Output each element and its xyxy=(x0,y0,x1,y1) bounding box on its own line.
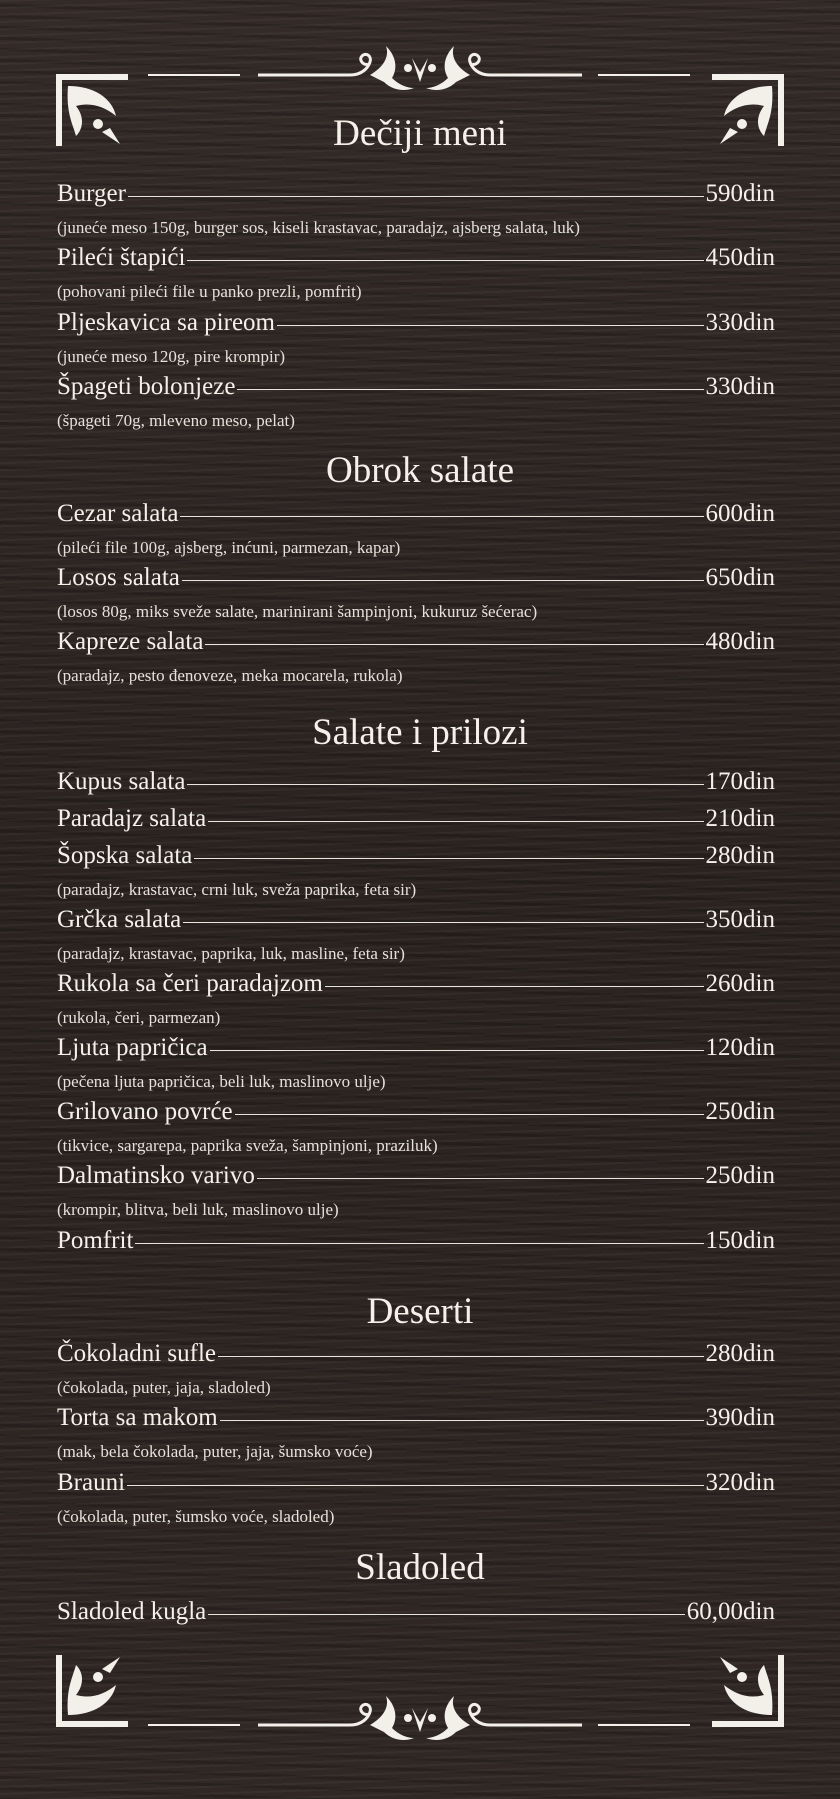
item-description: (juneće meso 120g, pire krompir) xyxy=(57,347,286,366)
item-description: (rukola, čeri, parmezan) xyxy=(57,1008,221,1027)
item-description: (mak, bela čokolada, puter, jaja, šumsko voće) xyxy=(57,1442,373,1461)
dotted-leader xyxy=(220,1420,704,1421)
item-description: (pohovani pileći file u panko prezli, pomfrit) xyxy=(57,282,362,301)
item-price: 170din xyxy=(705,768,775,795)
item-description: (tikvice, sargarepa, paprika sveža, šampinjoni, praziluk) xyxy=(57,1136,438,1155)
item-name: Čokoladni sufle xyxy=(57,1340,217,1367)
item-description: (špageti 70g, mleveno meso, pelat) xyxy=(57,411,295,430)
item-name: Brauni xyxy=(57,1469,126,1496)
section-title: Dečiji meni xyxy=(333,113,507,154)
corner-flourish-icon xyxy=(54,1653,130,1729)
item-price: 120din xyxy=(705,1034,775,1061)
menu-item xyxy=(57,1162,775,1190)
item-name: Ljuta papričica xyxy=(57,1034,208,1061)
dotted-leader xyxy=(237,389,703,390)
item-name: Grilovano povrće xyxy=(57,1098,233,1125)
menu-item xyxy=(57,564,775,592)
menu-item xyxy=(57,1098,775,1126)
item-description: (pileći file 100g, ajsberg, inćuni, parmezan, kapar) xyxy=(57,538,401,557)
dotted-leader xyxy=(325,986,704,987)
item-price: 600din xyxy=(705,500,775,527)
item-name: Burger xyxy=(57,180,126,207)
item-price: 320din xyxy=(705,1469,775,1496)
item-description: (čokolada, puter, jaja, sladoled) xyxy=(57,1378,271,1397)
item-price: 330din xyxy=(705,309,775,336)
menu-item xyxy=(57,500,775,528)
item-name: Losos salata xyxy=(57,564,180,591)
menu-item xyxy=(57,1034,775,1062)
item-name: Paradajz salata xyxy=(57,805,207,832)
item-description: (paradajz, krastavac, crni luk, sveža paprika, feta sir) xyxy=(57,880,417,899)
dotted-leader xyxy=(210,1050,704,1051)
dotted-leader xyxy=(187,784,703,785)
item-description: (čokolada, puter, šumsko voće, sladoled) xyxy=(57,1507,335,1526)
item-price: 390din xyxy=(705,1404,775,1431)
dotted-leader xyxy=(187,260,703,261)
section-title: Sladoled xyxy=(355,1547,485,1588)
item-price: 450din xyxy=(705,244,775,271)
item-name: Pomfrit xyxy=(57,1227,134,1254)
menu-item xyxy=(57,970,775,998)
menu-item xyxy=(57,1340,775,1368)
item-price: 210din xyxy=(705,805,775,832)
corner-flourish-icon xyxy=(710,1653,786,1729)
item-name: Pljeskavica sa pireom xyxy=(57,309,275,336)
menu-item xyxy=(57,842,775,870)
dotted-leader xyxy=(208,821,703,822)
item-name: Kapreze salata xyxy=(57,628,204,655)
item-name: Špageti bolonjeze xyxy=(57,373,236,400)
dotted-leader xyxy=(277,325,704,326)
item-name: Pileći štapići xyxy=(57,244,186,271)
menu-item xyxy=(57,309,775,337)
menu-item xyxy=(57,180,775,208)
item-description: (pečena ljuta papričica, beli luk, maslinovo ulje) xyxy=(57,1072,386,1091)
dotted-leader xyxy=(127,1485,704,1486)
menu-item xyxy=(57,1404,775,1432)
dotted-leader xyxy=(135,1243,703,1244)
menu-item xyxy=(57,1227,775,1255)
item-name: Dalmatinsko varivo xyxy=(57,1162,255,1189)
menu-item xyxy=(57,628,775,656)
item-description: (paradajz, pesto đenoveze, meka mocarela, rukola) xyxy=(57,666,403,685)
item-price: 60,00din xyxy=(686,1598,775,1625)
dotted-leader xyxy=(180,516,703,517)
item-name: Sladoled kugla xyxy=(57,1598,207,1625)
item-price: 260din xyxy=(705,970,775,997)
dotted-leader xyxy=(182,580,704,581)
scroll-divider-icon xyxy=(258,1693,582,1753)
section-title: Obrok salate xyxy=(325,450,515,491)
dotted-leader xyxy=(208,1614,685,1615)
dotted-leader xyxy=(257,1178,704,1179)
dotted-leader xyxy=(194,858,703,859)
item-price: 280din xyxy=(705,842,775,869)
item-name: Torta sa makom xyxy=(57,1404,218,1431)
item-price: 150din xyxy=(705,1227,775,1254)
dotted-leader xyxy=(183,922,703,923)
item-price: 250din xyxy=(705,1098,775,1125)
item-name: Cezar salata xyxy=(57,500,179,527)
menu-item xyxy=(57,805,775,833)
dotted-leader xyxy=(218,1356,704,1357)
item-description: (krompir, blitva, beli luk, maslinovo ulje) xyxy=(57,1200,339,1219)
menu-item xyxy=(57,1469,775,1497)
dotted-leader xyxy=(128,196,704,197)
item-price: 480din xyxy=(705,628,775,655)
item-price: 650din xyxy=(705,564,775,591)
bottom-ornament xyxy=(0,1648,840,1768)
item-description: (losos 80g, miks sveže salate, marinirani šampinjoni, kukuruz šećerac) xyxy=(57,602,538,621)
item-price: 350din xyxy=(705,906,775,933)
menu-item xyxy=(57,768,775,796)
item-price: 250din xyxy=(705,1162,775,1189)
menu-item xyxy=(57,1598,775,1626)
item-description: (juneće meso 150g, burger sos, kiseli krastavac, paradajz, ajsberg salata, luk) xyxy=(57,218,580,237)
dotted-leader xyxy=(235,1114,704,1115)
section-title: Deserti xyxy=(366,1291,474,1332)
menu-item xyxy=(57,906,775,934)
scroll-divider-icon xyxy=(258,38,582,98)
item-name: Rukola sa čeri paradajzom xyxy=(57,970,323,997)
menu-item xyxy=(57,373,775,401)
section-title: Salate i prilozi xyxy=(312,712,528,753)
item-name: Grčka salata xyxy=(57,906,182,933)
item-name: Šopska salata xyxy=(57,842,193,869)
item-price: 590din xyxy=(705,180,775,207)
item-price: 330din xyxy=(705,373,775,400)
dotted-leader xyxy=(205,644,703,645)
item-price: 280din xyxy=(705,1340,775,1367)
item-description: (paradajz, krastavac, paprika, luk, masline, feta sir) xyxy=(57,944,405,963)
menu-item xyxy=(57,244,775,272)
item-name: Kupus salata xyxy=(57,768,186,795)
